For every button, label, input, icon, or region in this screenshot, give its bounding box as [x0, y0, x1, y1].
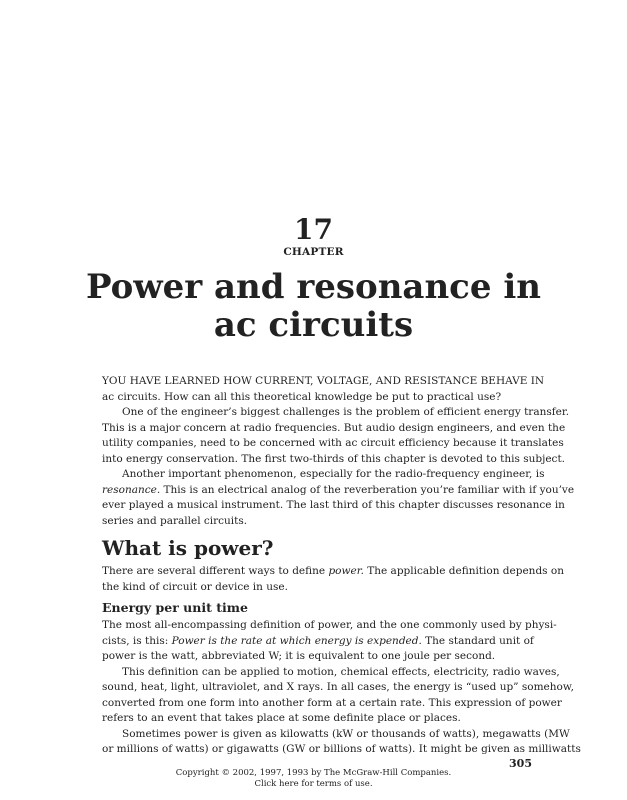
subsection-p1-line: power is the watt, abbreviated W; it is equivalent to one joule per second. — [102, 650, 496, 662]
intro-p1-line: ac circuits. How can all this theoretical knowledge be put to practical use? — [102, 390, 502, 403]
intro-p3-line: Another important phenomenon, especially for the radio-frequency engineer, is — [122, 468, 545, 480]
intro-p3-line — [102, 483, 575, 499]
subsection-p2-line: converted from one form into another form at a certain rate. This expression of power — [102, 696, 562, 709]
section-text — [102, 564, 564, 595]
intro-p1-line: YOU HAVE LEARNED HOW CURRENT, VOLTAGE, AND RESISTANCE BEHAVE IN — [102, 375, 545, 387]
subsection-p3-line: Sometimes power is given as kilowatts (kW or thousands of watts), megawatts (MW — [122, 727, 570, 740]
intro-p3-line: series and parallel circuits. — [102, 514, 248, 527]
section-p1-line — [102, 564, 564, 580]
intro-text — [102, 374, 575, 529]
chapter-number: 17 — [294, 213, 333, 246]
section-p1-line: the kind of circuit or device in use. — [102, 580, 288, 593]
resonance-term: resonance. — [102, 483, 161, 496]
copyright-notice: Copyright © 2002, 1997, 1993 by The McGraw-Hill Companies. — [175, 768, 452, 778]
intro-p3-line: ever played a musical instrument. The last third of this chapter discusses resonance in — [102, 499, 565, 511]
power-definition: Power is the rate at which energy is expended. — [171, 634, 422, 647]
subsection-p1-line — [102, 634, 532, 650]
subsection-p2-line: This definition can be applied to motion, chemical effects, electricity, radio waves, — [122, 665, 560, 678]
chapter-title — [60, 268, 567, 344]
intro-p2-line: One of the engineer’s biggest challenges is the problem of efficient energy transfer. — [122, 406, 570, 418]
section-p1-text: There are several different ways to define — [102, 565, 329, 577]
subsection-p1-text: cists, is this: — [102, 634, 172, 647]
chapter-title-line: Power and resonance in — [86, 267, 541, 307]
subsection-p1-line: The most all-encompassing definition of power, and the one commonly used by physi- — [102, 619, 557, 631]
subsection-text — [102, 618, 581, 758]
subsection-p2-line: sound, heat, light, ultraviolet, and X rays. In all cases, the energy is “used up” somehow, — [102, 681, 574, 693]
page-number: 305 — [509, 757, 532, 770]
chapter-label: CHAPTER — [283, 246, 344, 258]
chapter-title-line: ac circuits — [213, 305, 414, 345]
section-p1-text: The applicable definition depends on — [363, 565, 564, 577]
subsection-heading: Energy per unit time — [102, 600, 248, 615]
intro-p2-line: into energy conservation. The first two-thirds of this chapter is devoted to this subject. — [102, 452, 565, 465]
intro-p2-line: This is a major concern at radio frequencies. But audio design engineers, and even the — [102, 421, 566, 434]
intro-p2-line: utility companies, need to be concerned with ac circuit efficiency because it translates — [102, 437, 564, 449]
subsection-p1-text: The standard unit of — [421, 634, 534, 647]
subsection-p3-line: or millions of watts) or gigawatts (GW or billions of watts). It might be given as milliwatts — [102, 743, 581, 755]
power-term: power. — [328, 565, 364, 577]
intro-p3-text: This is an electrical analog of the reverberation you’re familiar with if you’ve — [160, 483, 575, 496]
terms-of-use-link[interactable]: Click here for terms of use. — [254, 779, 373, 789]
section-heading: What is power? — [102, 536, 274, 560]
subsection-p2-line: refers to an event that takes place at some definite place or places. — [102, 712, 461, 724]
